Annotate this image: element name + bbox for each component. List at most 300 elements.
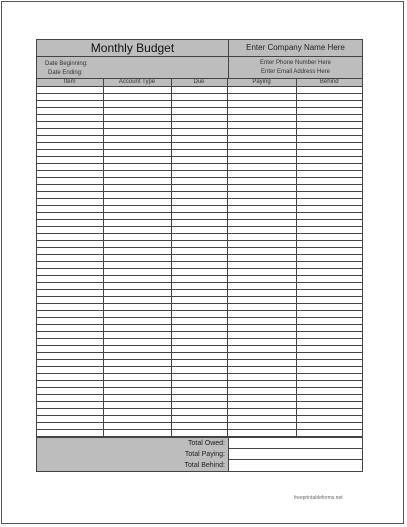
- table-cell[interactable]: [103, 234, 171, 241]
- table-cell[interactable]: [171, 430, 227, 437]
- table-cell[interactable]: [103, 409, 171, 416]
- table-cell[interactable]: [103, 262, 171, 269]
- table-cell[interactable]: [296, 332, 362, 339]
- table-cell[interactable]: [171, 262, 227, 269]
- table-cell[interactable]: [296, 304, 362, 311]
- table-cell[interactable]: [296, 255, 362, 262]
- table-cell[interactable]: [171, 248, 227, 255]
- company-contact: [229, 57, 362, 78]
- table-row: [37, 108, 362, 115]
- table-cell[interactable]: [296, 388, 362, 395]
- table-cell[interactable]: [227, 346, 296, 353]
- table-cell[interactable]: [296, 150, 362, 157]
- table-cell[interactable]: [227, 325, 296, 332]
- table-cell[interactable]: [171, 241, 227, 248]
- table-row: [37, 136, 362, 143]
- table-cell[interactable]: [103, 241, 171, 248]
- table-cell[interactable]: [227, 332, 296, 339]
- table-row: [37, 143, 362, 150]
- table-cell[interactable]: [227, 248, 296, 255]
- table-cell[interactable]: [227, 297, 296, 304]
- table-row: [37, 241, 362, 248]
- table-cell[interactable]: [227, 87, 296, 94]
- table-cell[interactable]: [227, 360, 296, 367]
- table-cell[interactable]: [37, 409, 103, 416]
- table-cell[interactable]: [296, 409, 362, 416]
- table-cell[interactable]: [37, 178, 103, 185]
- table-cell[interactable]: [227, 283, 296, 290]
- table-row: [37, 122, 362, 129]
- table-cell[interactable]: [227, 150, 296, 157]
- table-row: [37, 388, 362, 395]
- table-cell[interactable]: [171, 395, 227, 402]
- table-cell[interactable]: [37, 136, 103, 143]
- table-cell[interactable]: [171, 325, 227, 332]
- table-cell[interactable]: [37, 346, 103, 353]
- table-cell[interactable]: [103, 374, 171, 381]
- table-cell[interactable]: [37, 290, 103, 297]
- table-cell[interactable]: [103, 367, 171, 374]
- table-cell[interactable]: [171, 276, 227, 283]
- table-cell[interactable]: [37, 423, 103, 430]
- table-cell[interactable]: [37, 283, 103, 290]
- table-cell[interactable]: [296, 374, 362, 381]
- table-cell[interactable]: [103, 283, 171, 290]
- table-cell[interactable]: [171, 255, 227, 262]
- table-row: [37, 87, 362, 94]
- table-cell[interactable]: [103, 276, 171, 283]
- table-cell[interactable]: [37, 311, 103, 318]
- column-header-account-type: Account Type: [103, 79, 171, 87]
- table-cell[interactable]: [37, 402, 103, 409]
- table-cell[interactable]: [227, 185, 296, 192]
- table-cell[interactable]: [37, 276, 103, 283]
- table-cell[interactable]: [37, 360, 103, 367]
- table-cell[interactable]: [227, 255, 296, 262]
- table-cell[interactable]: [171, 192, 227, 199]
- table-cell[interactable]: [171, 409, 227, 416]
- table-cell[interactable]: [296, 318, 362, 325]
- table-cell[interactable]: [103, 304, 171, 311]
- table-cell[interactable]: [37, 213, 103, 220]
- table-cell[interactable]: [103, 318, 171, 325]
- table-row: [37, 248, 362, 255]
- table-cell[interactable]: [171, 290, 227, 297]
- table-cell[interactable]: [227, 143, 296, 150]
- table-cell[interactable]: [37, 234, 103, 241]
- table-cell[interactable]: [103, 353, 171, 360]
- table-cell[interactable]: [37, 164, 103, 171]
- table-cell[interactable]: [171, 164, 227, 171]
- table-row: [37, 395, 362, 402]
- table-row: [37, 101, 362, 108]
- table-cell[interactable]: [227, 430, 296, 437]
- table-cell[interactable]: [171, 304, 227, 311]
- totals-section: [37, 437, 362, 471]
- table-row: [37, 178, 362, 185]
- table-cell[interactable]: [296, 290, 362, 297]
- table-row: [37, 115, 362, 122]
- table-cell[interactable]: [296, 402, 362, 409]
- table-cell[interactable]: [171, 185, 227, 192]
- table-cell[interactable]: [296, 325, 362, 332]
- table-row: [37, 290, 362, 297]
- table-row: [37, 255, 362, 262]
- table-cell[interactable]: [171, 297, 227, 304]
- table-cell[interactable]: [296, 283, 362, 290]
- table-cell[interactable]: [171, 283, 227, 290]
- table-cell[interactable]: [103, 360, 171, 367]
- table-cell[interactable]: [103, 423, 171, 430]
- table-cell[interactable]: [103, 136, 171, 143]
- table-cell[interactable]: [37, 101, 103, 108]
- table-cell[interactable]: [296, 297, 362, 304]
- table-cell[interactable]: [103, 157, 171, 164]
- table-cell[interactable]: [37, 150, 103, 157]
- table-cell[interactable]: [296, 185, 362, 192]
- table-row: [37, 276, 362, 283]
- table-cell[interactable]: [296, 262, 362, 269]
- table-cell[interactable]: [103, 122, 171, 129]
- table-cell[interactable]: [103, 192, 171, 199]
- table-cell[interactable]: [103, 290, 171, 297]
- table-cell[interactable]: [227, 409, 296, 416]
- table-cell[interactable]: [227, 241, 296, 248]
- table-cell[interactable]: [171, 416, 227, 423]
- table-cell[interactable]: [296, 346, 362, 353]
- table-cell[interactable]: [227, 388, 296, 395]
- table-cell[interactable]: [227, 304, 296, 311]
- table-cell[interactable]: [227, 136, 296, 143]
- table-cell[interactable]: [227, 311, 296, 318]
- table-row: [37, 381, 362, 388]
- table-row: [37, 339, 362, 346]
- table-cell[interactable]: [171, 199, 227, 206]
- table-cell[interactable]: [103, 115, 171, 122]
- header-right: [229, 40, 362, 78]
- table-cell[interactable]: [37, 122, 103, 129]
- table-cell[interactable]: [103, 178, 171, 185]
- table-cell[interactable]: [227, 171, 296, 178]
- table-cell[interactable]: [103, 339, 171, 346]
- table-cell[interactable]: [227, 318, 296, 325]
- table-cell[interactable]: [37, 129, 103, 136]
- table-cell[interactable]: [171, 227, 227, 234]
- table-cell[interactable]: [37, 171, 103, 178]
- table-cell[interactable]: [296, 367, 362, 374]
- table-cell[interactable]: [171, 143, 227, 150]
- table-cell[interactable]: [171, 213, 227, 220]
- table-cell[interactable]: [227, 234, 296, 241]
- table-cell[interactable]: [296, 381, 362, 388]
- table-cell[interactable]: [37, 143, 103, 150]
- table-cell[interactable]: [227, 129, 296, 136]
- table-cell[interactable]: [171, 178, 227, 185]
- table-cell[interactable]: [37, 157, 103, 164]
- table-cell[interactable]: [296, 136, 362, 143]
- table-cell[interactable]: [227, 353, 296, 360]
- table-cell[interactable]: [296, 192, 362, 199]
- table-cell[interactable]: [103, 311, 171, 318]
- table-cell[interactable]: [37, 367, 103, 374]
- table-cell[interactable]: [103, 402, 171, 409]
- table-cell[interactable]: [103, 255, 171, 262]
- table-cell[interactable]: [37, 381, 103, 388]
- table-row: [37, 171, 362, 178]
- table-cell[interactable]: [171, 129, 227, 136]
- table-cell[interactable]: [37, 248, 103, 255]
- table-cell[interactable]: [227, 178, 296, 185]
- table-cell[interactable]: [37, 108, 103, 115]
- table-cell[interactable]: [171, 353, 227, 360]
- table-cell[interactable]: [37, 199, 103, 206]
- footer-text: freeprintableforms.net: [294, 495, 343, 501]
- table-cell[interactable]: [296, 269, 362, 276]
- table-cell[interactable]: [296, 199, 362, 206]
- table-cell[interactable]: [37, 115, 103, 122]
- table-cell[interactable]: [171, 94, 227, 101]
- table-cell[interactable]: [37, 416, 103, 423]
- table-cell[interactable]: [37, 304, 103, 311]
- table-cell[interactable]: [227, 220, 296, 227]
- table-cell[interactable]: [227, 423, 296, 430]
- table-cell[interactable]: [227, 276, 296, 283]
- table-cell[interactable]: [103, 388, 171, 395]
- table-cell[interactable]: [103, 430, 171, 437]
- table-cell[interactable]: [296, 311, 362, 318]
- table-cell[interactable]: [296, 122, 362, 129]
- table-cell[interactable]: [103, 206, 171, 213]
- table-cell[interactable]: [37, 262, 103, 269]
- table-cell[interactable]: [103, 164, 171, 171]
- table-cell[interactable]: [227, 402, 296, 409]
- table-cell[interactable]: [37, 430, 103, 437]
- table-cell[interactable]: [227, 122, 296, 129]
- table-cell[interactable]: [103, 381, 171, 388]
- table-cell[interactable]: [37, 339, 103, 346]
- table-cell[interactable]: [103, 108, 171, 115]
- table-cell[interactable]: [227, 262, 296, 269]
- table-cell[interactable]: [37, 353, 103, 360]
- header-left: [37, 40, 229, 78]
- table-cell[interactable]: [171, 150, 227, 157]
- table-cell[interactable]: [296, 87, 362, 94]
- table-row: [37, 185, 362, 192]
- table-cell[interactable]: [37, 192, 103, 199]
- table-cell[interactable]: [103, 143, 171, 150]
- table-cell[interactable]: [227, 157, 296, 164]
- table-cell[interactable]: [227, 192, 296, 199]
- table-cell[interactable]: [296, 143, 362, 150]
- table-cell[interactable]: [296, 416, 362, 423]
- table-row: [37, 304, 362, 311]
- table-cell[interactable]: [227, 94, 296, 101]
- table-row: [37, 311, 362, 318]
- table-cell[interactable]: [37, 388, 103, 395]
- table-cell[interactable]: [296, 206, 362, 213]
- table-cell[interactable]: [103, 325, 171, 332]
- table-row: [37, 234, 362, 241]
- table-cell[interactable]: [103, 346, 171, 353]
- table-row: [37, 227, 362, 234]
- table-cell[interactable]: [171, 423, 227, 430]
- table-cell[interactable]: [37, 395, 103, 402]
- table-row: [37, 206, 362, 213]
- table-cell[interactable]: [103, 171, 171, 178]
- table-cell[interactable]: [227, 206, 296, 213]
- table-row: [37, 353, 362, 360]
- table-cell[interactable]: [296, 108, 362, 115]
- table-cell[interactable]: [171, 269, 227, 276]
- table-cell[interactable]: [296, 234, 362, 241]
- table-cell[interactable]: [296, 227, 362, 234]
- table-cell[interactable]: [37, 297, 103, 304]
- table-cell[interactable]: [296, 115, 362, 122]
- table-cell[interactable]: [103, 395, 171, 402]
- table-cell[interactable]: [171, 220, 227, 227]
- table-cell[interactable]: [103, 199, 171, 206]
- total-behind-label: Total Behind:: [184, 462, 225, 469]
- table-cell[interactable]: [227, 269, 296, 276]
- totals-values: [229, 438, 362, 471]
- table-cell[interactable]: [296, 360, 362, 367]
- column-header-item: Item: [37, 79, 103, 87]
- table-cell[interactable]: [37, 94, 103, 101]
- table-cell[interactable]: [296, 248, 362, 255]
- table-cell[interactable]: [171, 234, 227, 241]
- table-row: [37, 318, 362, 325]
- totals-labels: [37, 438, 229, 471]
- table-cell[interactable]: [171, 157, 227, 164]
- table-cell[interactable]: [227, 227, 296, 234]
- table-cell[interactable]: [37, 87, 103, 94]
- table-cell[interactable]: [227, 290, 296, 297]
- table-row: [37, 94, 362, 101]
- table-row: [37, 129, 362, 136]
- table-cell[interactable]: [103, 150, 171, 157]
- budget-form: [36, 39, 363, 472]
- table-cell[interactable]: [296, 94, 362, 101]
- column-header-due: Due: [171, 79, 227, 87]
- table-cell[interactable]: [296, 241, 362, 248]
- table-cell[interactable]: [296, 171, 362, 178]
- table-cell[interactable]: [227, 367, 296, 374]
- table-cell[interactable]: [171, 136, 227, 143]
- table-cell[interactable]: [296, 164, 362, 171]
- table-row: [37, 430, 362, 437]
- table-cell[interactable]: [296, 276, 362, 283]
- table-cell[interactable]: [171, 115, 227, 122]
- table-row: [37, 325, 362, 332]
- table-cell[interactable]: [171, 360, 227, 367]
- table-cell[interactable]: [171, 101, 227, 108]
- table-cell[interactable]: [296, 129, 362, 136]
- table-cell[interactable]: [171, 311, 227, 318]
- table-cell[interactable]: [296, 339, 362, 346]
- table-cell[interactable]: [227, 115, 296, 122]
- table-cell[interactable]: [103, 87, 171, 94]
- table-cell[interactable]: [296, 101, 362, 108]
- table-cell[interactable]: [171, 122, 227, 129]
- table-cell[interactable]: [37, 241, 103, 248]
- table-cell[interactable]: [37, 269, 103, 276]
- table-cell[interactable]: [171, 346, 227, 353]
- table-cell[interactable]: [103, 227, 171, 234]
- date-fields: [37, 57, 228, 78]
- table-cell[interactable]: [103, 248, 171, 255]
- table-cell[interactable]: [227, 213, 296, 220]
- total-owed-field[interactable]: [229, 438, 362, 449]
- table-cell[interactable]: [171, 171, 227, 178]
- table-cell[interactable]: [171, 318, 227, 325]
- table-cell[interactable]: [103, 185, 171, 192]
- table-cell[interactable]: [296, 430, 362, 437]
- table-cell[interactable]: [227, 374, 296, 381]
- table-cell[interactable]: [171, 332, 227, 339]
- table-cell[interactable]: [171, 339, 227, 346]
- table-cell[interactable]: [227, 199, 296, 206]
- table-cell[interactable]: [296, 157, 362, 164]
- table-cell[interactable]: [171, 388, 227, 395]
- table-cell[interactable]: [296, 213, 362, 220]
- table-cell[interactable]: [227, 164, 296, 171]
- table-cell[interactable]: [296, 178, 362, 185]
- table-cell[interactable]: [171, 206, 227, 213]
- table-cell[interactable]: [37, 374, 103, 381]
- table-cell[interactable]: [103, 332, 171, 339]
- table-cell[interactable]: [103, 129, 171, 136]
- table-cell[interactable]: [37, 185, 103, 192]
- table-cell[interactable]: [296, 353, 362, 360]
- table-cell[interactable]: [227, 395, 296, 402]
- total-paying-field[interactable]: [229, 449, 362, 460]
- table-cell[interactable]: [37, 332, 103, 339]
- table-row: [37, 150, 362, 157]
- table-cell[interactable]: [103, 213, 171, 220]
- table-cell[interactable]: [296, 395, 362, 402]
- table-cell[interactable]: [103, 101, 171, 108]
- table-cell[interactable]: [227, 339, 296, 346]
- table-cell[interactable]: [227, 381, 296, 388]
- table-cell[interactable]: [171, 402, 227, 409]
- table-cell[interactable]: [37, 206, 103, 213]
- table-cell[interactable]: [296, 423, 362, 430]
- table-cell[interactable]: [103, 297, 171, 304]
- table-cell[interactable]: [103, 220, 171, 227]
- table-cell[interactable]: [296, 220, 362, 227]
- table-cell[interactable]: [103, 269, 171, 276]
- table-row: [37, 402, 362, 409]
- table-cell[interactable]: [37, 325, 103, 332]
- form-header: [37, 40, 362, 79]
- table-cell[interactable]: [171, 108, 227, 115]
- table-cell[interactable]: [171, 87, 227, 94]
- table-cell[interactable]: [227, 101, 296, 108]
- table-cell[interactable]: [103, 416, 171, 423]
- table-cell[interactable]: [37, 227, 103, 234]
- table-cell[interactable]: [37, 220, 103, 227]
- table-cell[interactable]: [227, 416, 296, 423]
- table-cell[interactable]: [227, 108, 296, 115]
- table-cell[interactable]: [37, 318, 103, 325]
- table-cell[interactable]: [37, 255, 103, 262]
- table-row: [37, 423, 362, 430]
- table-cell[interactable]: [171, 381, 227, 388]
- table-cell[interactable]: [171, 374, 227, 381]
- table-cell[interactable]: [103, 94, 171, 101]
- total-behind-field[interactable]: [229, 460, 362, 471]
- table-cell[interactable]: [171, 367, 227, 374]
